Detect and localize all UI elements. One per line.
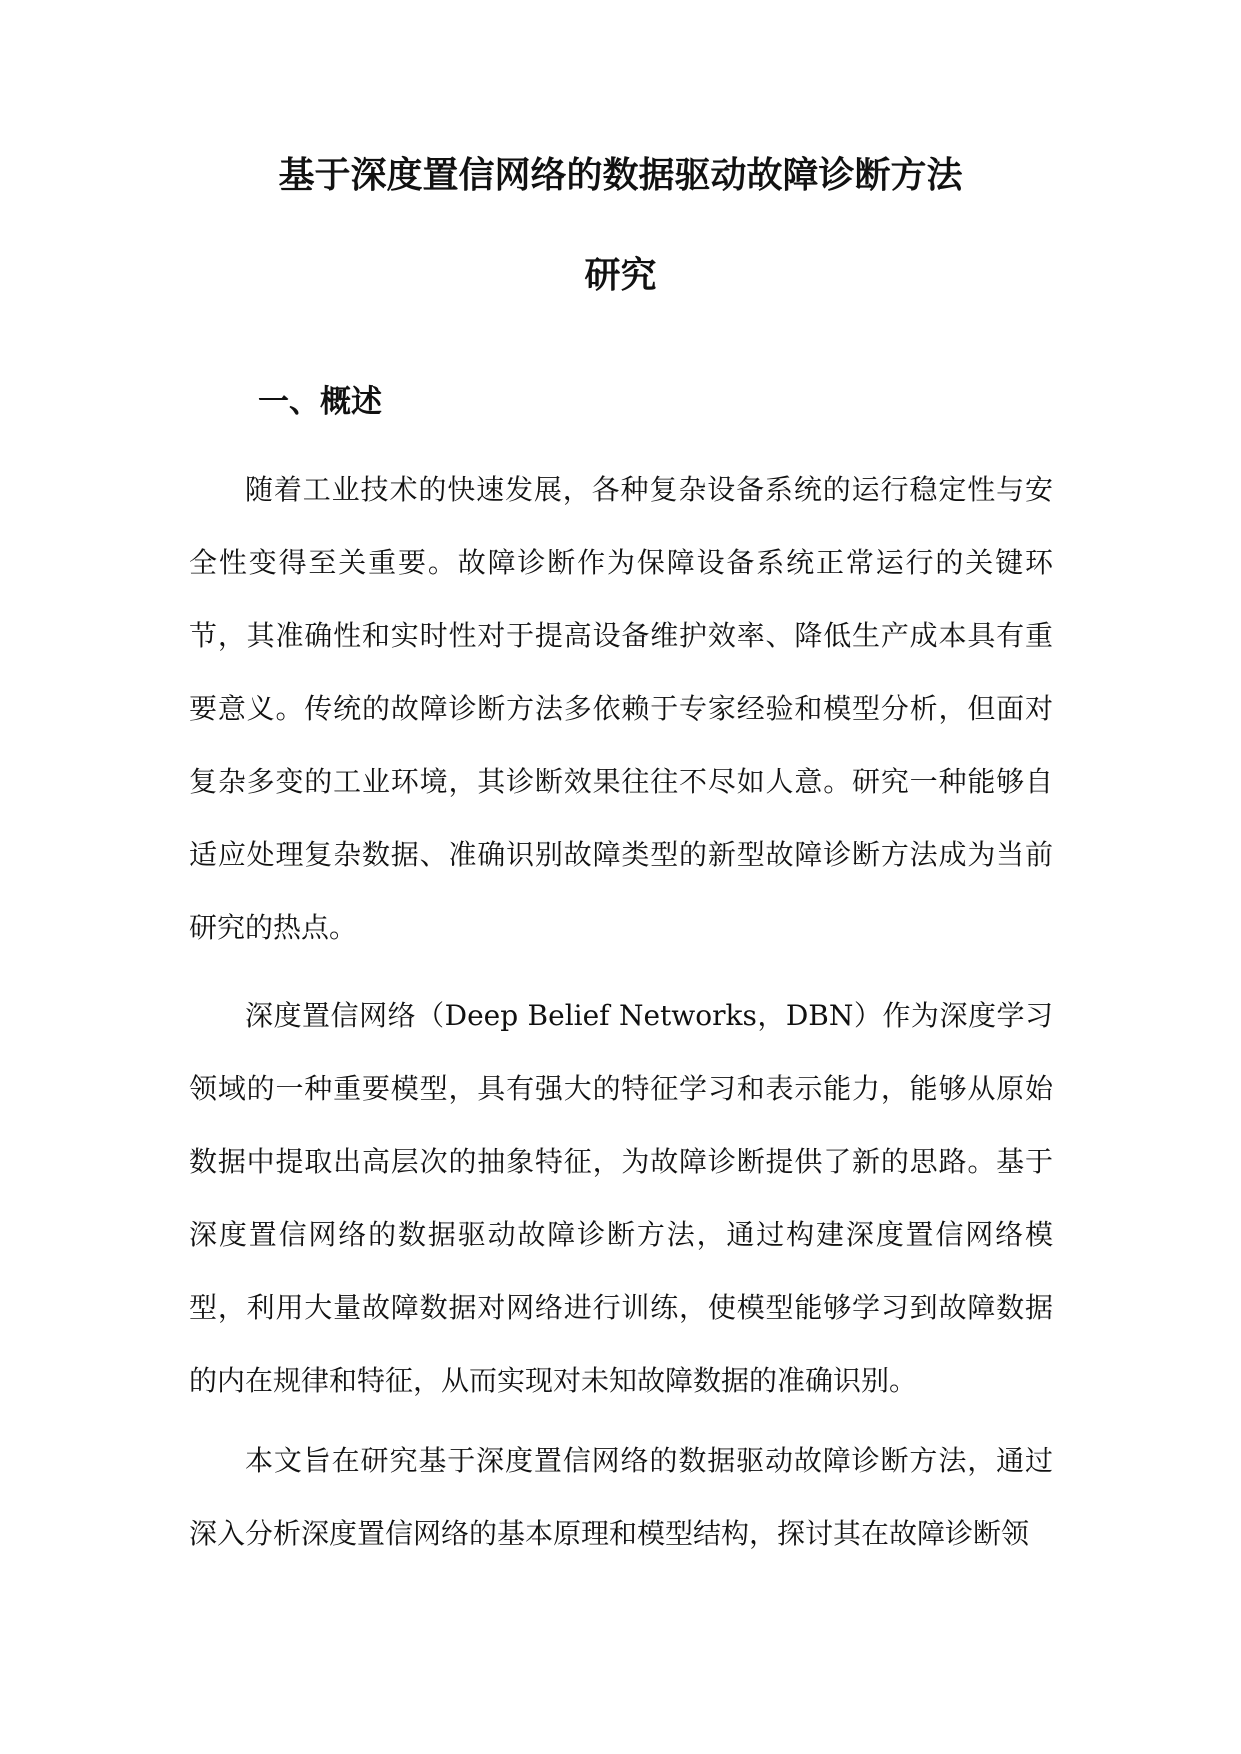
section-heading-overview: 一、概述 <box>258 384 382 420</box>
paragraph-paper-aim: 本文旨在研究基于深度置信网络的数据驱动故障诊断方法，通过深入分析深度置信网络的基本原理和模型结构，探讨其在故障诊断领 <box>189 1444 1053 1550</box>
paragraph-dbn-intro: 深度置信网络（Deep Belief Networks，DBN）作为深度学习领域的一种重要模型，具有强大的特征学习和表示能力，能够从原始数据中提取出高层次的抽象特征，为故障诊断提供了新的思路。基于深度置信网络的数据驱动故障诊断方法，通过构建深度置信网络模型，利用大量故障数据对网络进行训练，使模型能够学习到故障数据的内在规律和特征，从而实现对未知故障数据的准确识别。 <box>189 999 1053 1397</box>
document-title-line-1: 基于深度置信网络的数据驱动故障诊断方法 <box>278 155 963 196</box>
document-title-line-2: 研究 <box>584 255 657 296</box>
paragraph-background: 随着工业技术的快速发展，各种复杂设备系统的运行稳定性与安全性变得至关重要。故障诊断作为保障设备系统正常运行的关键环节，其准确性和实时性对于提高设备维护效率、降低生产成本具有重要意义。传统的故障诊断方法多依赖于专家经验和模型分析，但面对复杂多变的工业环境，其诊断效果往往不尽如人意。研究一种能够自适应处理复杂数据、准确识别故障类型的新型故障诊断方法成为当前研究的热点。 <box>189 473 1053 944</box>
